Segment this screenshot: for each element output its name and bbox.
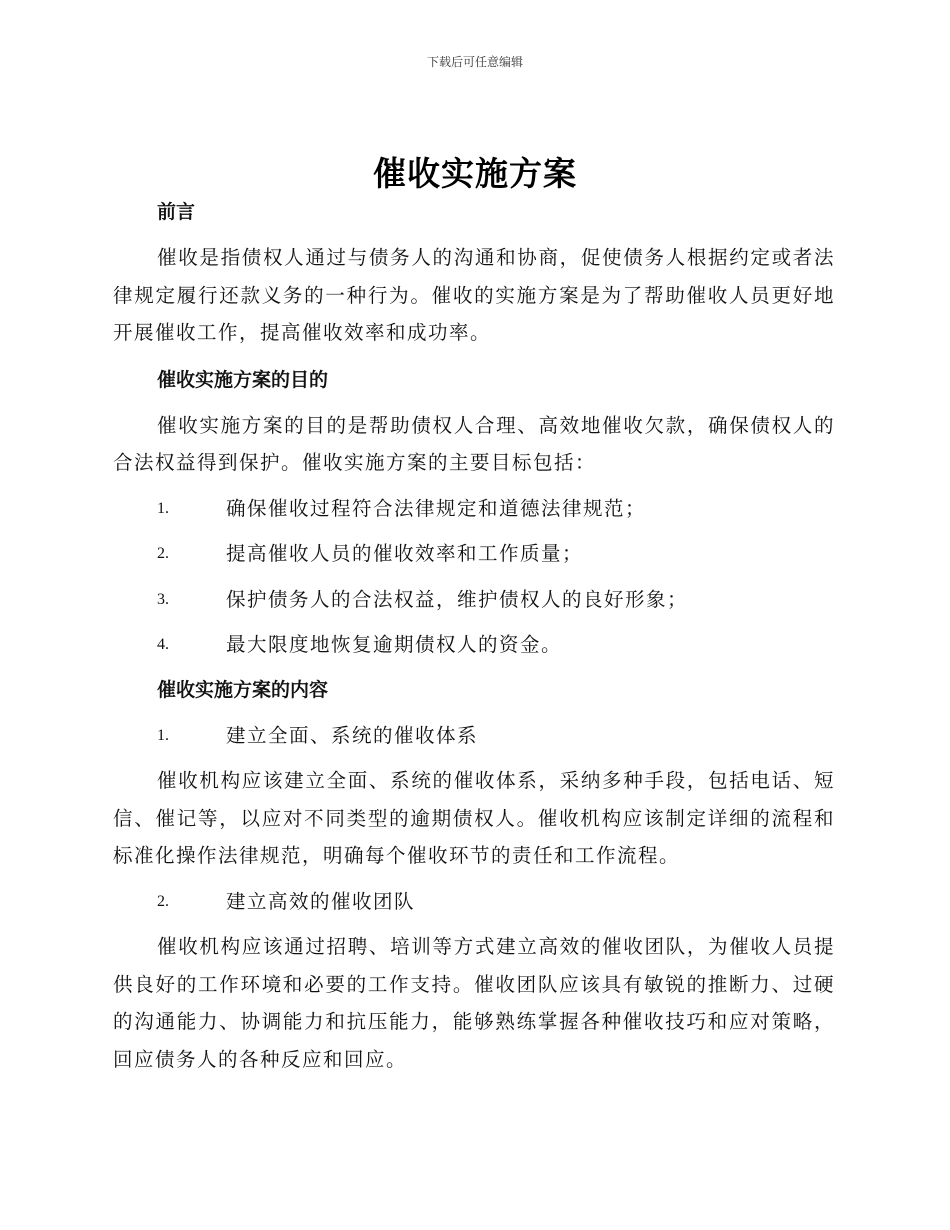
list-item (113, 581, 835, 619)
list-item-text: 保护债务人的合法权益，维护债权人的良好形象； (226, 587, 689, 611)
list-item-text: 建立高效的催收团队 (226, 889, 416, 913)
list-item-number: 4. (157, 636, 169, 653)
list-item-text: 确保催收过程符合法律规定和道德法律规范； (226, 496, 647, 520)
paragraph-preface: 催收是指债权人通过与债务人的沟通和协商，促使债务人根据约定或者法律规定履行还款义务的一种行为。催收的实施方案是为了帮助催收人员更好地开展催收工作，提高催收效率和成功率。 (113, 246, 835, 344)
list-item-text: 最大限度地恢复逾期债权人的资金。 (226, 633, 563, 656)
list-item (113, 535, 835, 573)
section-heading-content: 催收实施方案的内容 (157, 678, 329, 701)
subsection-title-2 (113, 883, 835, 921)
paragraph-subsection-2: 催收机构应该通过招聘、培训等方式建立高效的催收团队，为催收人员提供良好的工作环境和必要的工作支持。催收团队应该具有敏锐的推断力、过硬的沟通能力、协调能力和抗压能力，能够熟练掌握各种催收技巧和应对策略，回应债务人的各种反应和回应。 (113, 935, 835, 1071)
document-body (113, 194, 835, 1078)
paragraph-subsection-1: 催收机构应该建立全面、系统的催收体系，采纳多种手段，包括电话、短信、催记等，以应对不同类型的逾期债权人。催收机构应该制定详细的流程和标准化操作法律规范，明确每个催收环节的责任和工作流程。 (113, 769, 835, 867)
list-item (113, 626, 835, 664)
list-item-number: 1. (157, 499, 169, 517)
section-heading-preface: 前言 (157, 201, 196, 223)
list-item-number: 3. (157, 590, 169, 608)
list-item-number: 2. (157, 892, 169, 910)
list-item-text: 提高催收人员的催收效率和工作质量； (226, 542, 584, 565)
list-item-text: 建立全面、系统的催收体系 (226, 723, 479, 747)
list-item-number: 1. (157, 726, 169, 744)
list-item (113, 490, 835, 528)
list-item-number: 2. (157, 545, 169, 562)
paragraph-purpose: 催收实施方案的目的是帮助债权人合理、高效地催收欠款，确保债权人的合法权益得到保护。催收实施方案的主要目标包括： (113, 413, 835, 474)
section-heading-purpose: 催收实施方案的目的 (157, 368, 329, 391)
subsection-title-1 (113, 717, 835, 755)
document-title: 催收实施方案 (373, 154, 577, 193)
header-note: 下载后可任意编辑 (426, 55, 523, 69)
